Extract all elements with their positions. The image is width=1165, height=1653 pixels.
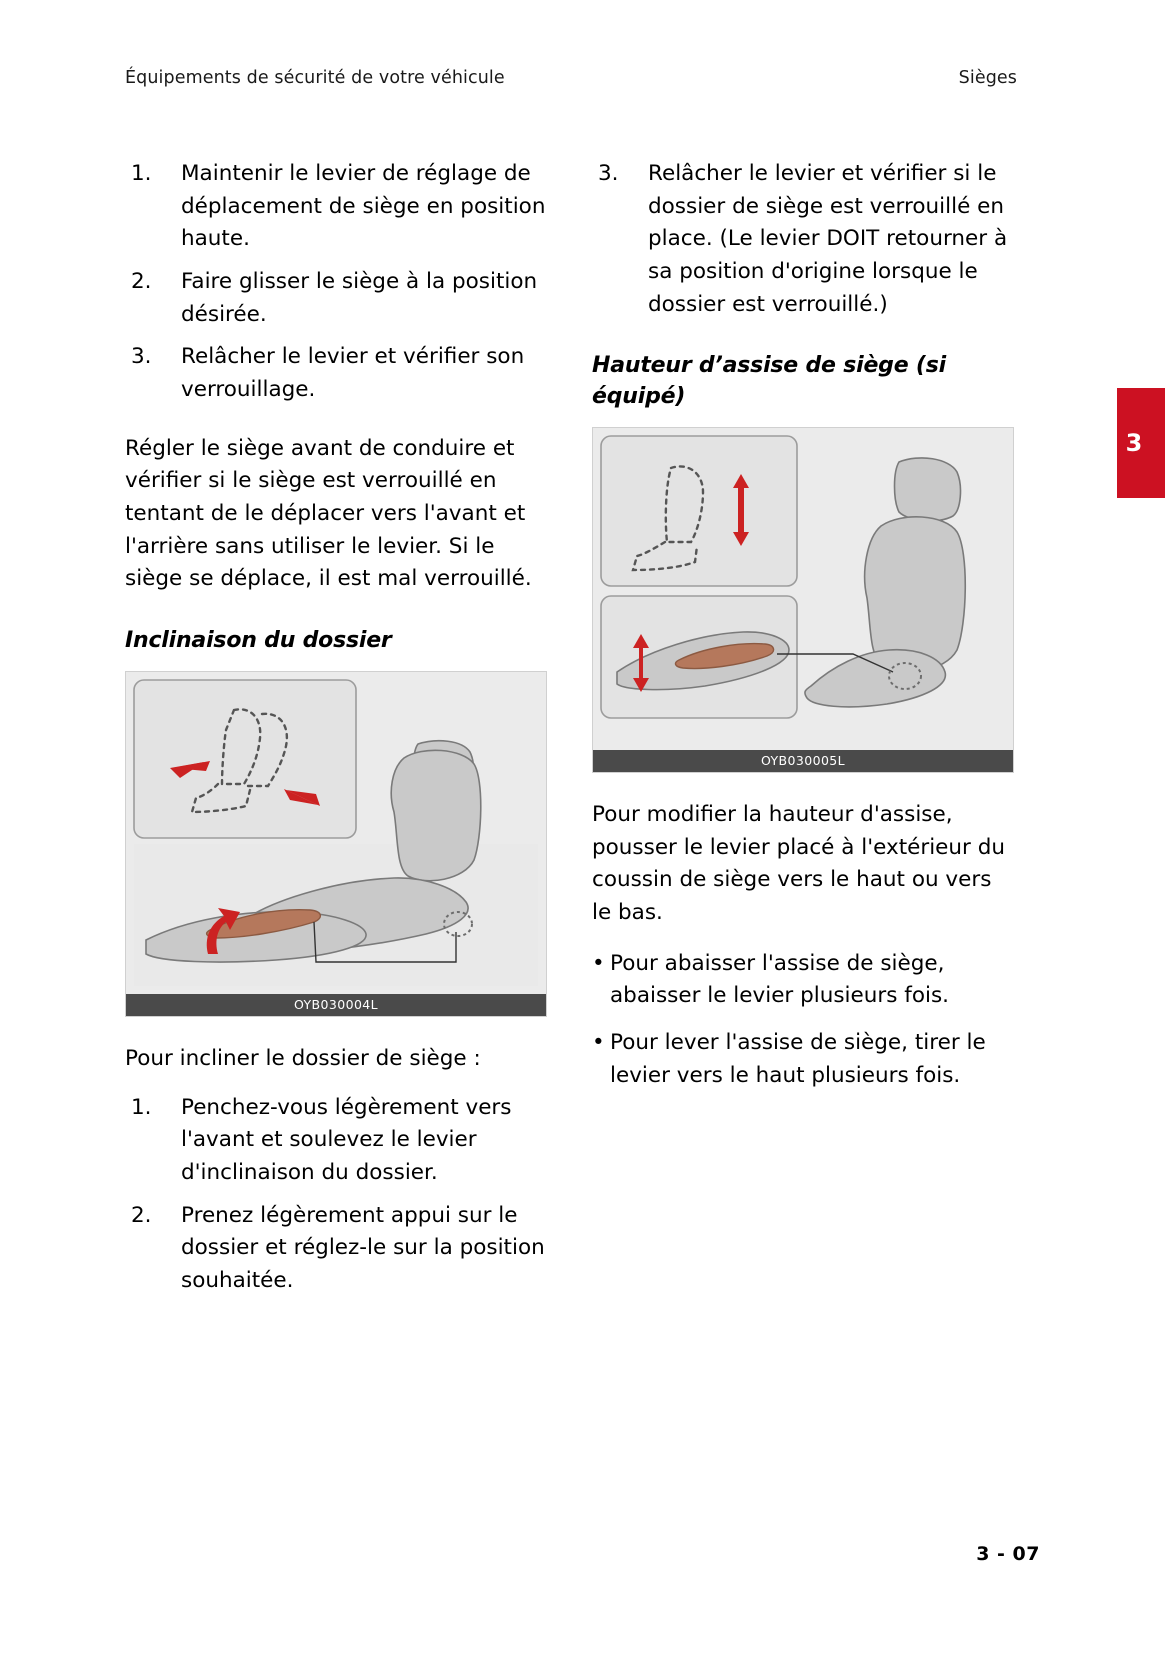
procedure-list-continued [592,158,1014,321]
recline-intro: Pour incliner le dossier de siège : [125,1045,481,1071]
list-item-number: 3. [598,161,619,186]
list-item [592,158,1014,321]
page-header [125,68,1017,88]
seat-height-paragraph: Pour modifier la hauteur d'assise, pousser le levier placé à l'extérieur du coussin de siège vers le haut ou vers le bas. [592,801,1005,925]
seat-height-illustration [593,428,1013,750]
list-item-text: Relâcher le levier et vérifier son verrouillage. [181,344,525,403]
list-item-text: Maintenir le levier de réglage de déplacement de siège en position haute. [181,161,546,252]
list-item-text: Relâcher le levier et vérifier si le dossier de siège est verrouillé en place. (Le levier DOIT retourner à sa position d'origine lorsque le dossier est verrouillé.) [648,161,1008,317]
list-item [125,158,547,256]
list-item-text: Penchez-vous légèrement vers l'avant et soulevez le levier d'inclinaison du dossier. [181,1094,512,1185]
list-item [592,1027,1014,1092]
list-item-number: 1. [131,1094,152,1120]
left-column [125,158,547,1308]
bullet-icon: • [592,950,605,976]
list-item [125,266,547,331]
left-paragraph: Régler le siège avant de conduire et vérifier si le siège est verrouillé en tentant de le déplacer vers l'avant et l'arrière sans utiliser le levier. Si le siège se déplace, il est mal verrouillé. [125,435,532,592]
list-item [125,1092,547,1190]
list-item-text: Faire glisser le siège à la position désirée. [181,269,538,327]
list-item [125,341,547,406]
bullet-icon: • [592,1029,605,1055]
procedure-list-bottom [125,1092,547,1298]
list-item-number: 2. [131,269,152,295]
list-item-number: 2. [131,1202,152,1228]
list-item [592,948,1014,1013]
figure-artwork [126,672,546,994]
figure-caption: OYB030004L [126,994,546,1016]
list-item [125,1200,547,1298]
seat-height-bullets [592,948,1014,1093]
figure-seatback-recline [125,671,547,1017]
subheading-recline: Inclinaison du dossier [125,628,392,654]
chapter-number: 3 [1125,429,1143,457]
list-item-text: Pour lever l'assise de siège, tirer le levier vers le haut plusieurs fois. [610,1029,986,1088]
header-topic-title: Sièges [958,68,1017,88]
procedure-list-top [125,158,547,407]
chapter-tab [1117,388,1165,498]
header-section-title: Équipements de sécurité de votre véhicule [125,68,505,88]
list-item-number: 1. [131,161,152,186]
page-number: 3 - 07 [976,1543,1040,1565]
figure-artwork [593,428,1013,750]
list-item-number: 3. [131,344,152,370]
right-column [592,158,1014,1106]
list-item-text: Prenez légèrement appui sur le dossier et réglez-le sur la position souhaitée. [181,1202,545,1293]
list-item-text: Pour abaisser l'assise de siège, abaisser le levier plusieurs fois. [610,950,949,1009]
seat-recline-illustration [126,672,546,994]
figure-seat-height [592,427,1014,773]
subheading-seat-height: Hauteur d’assise de siège (si équipé) [592,353,946,410]
figure-caption: OYB030005L [593,750,1013,772]
